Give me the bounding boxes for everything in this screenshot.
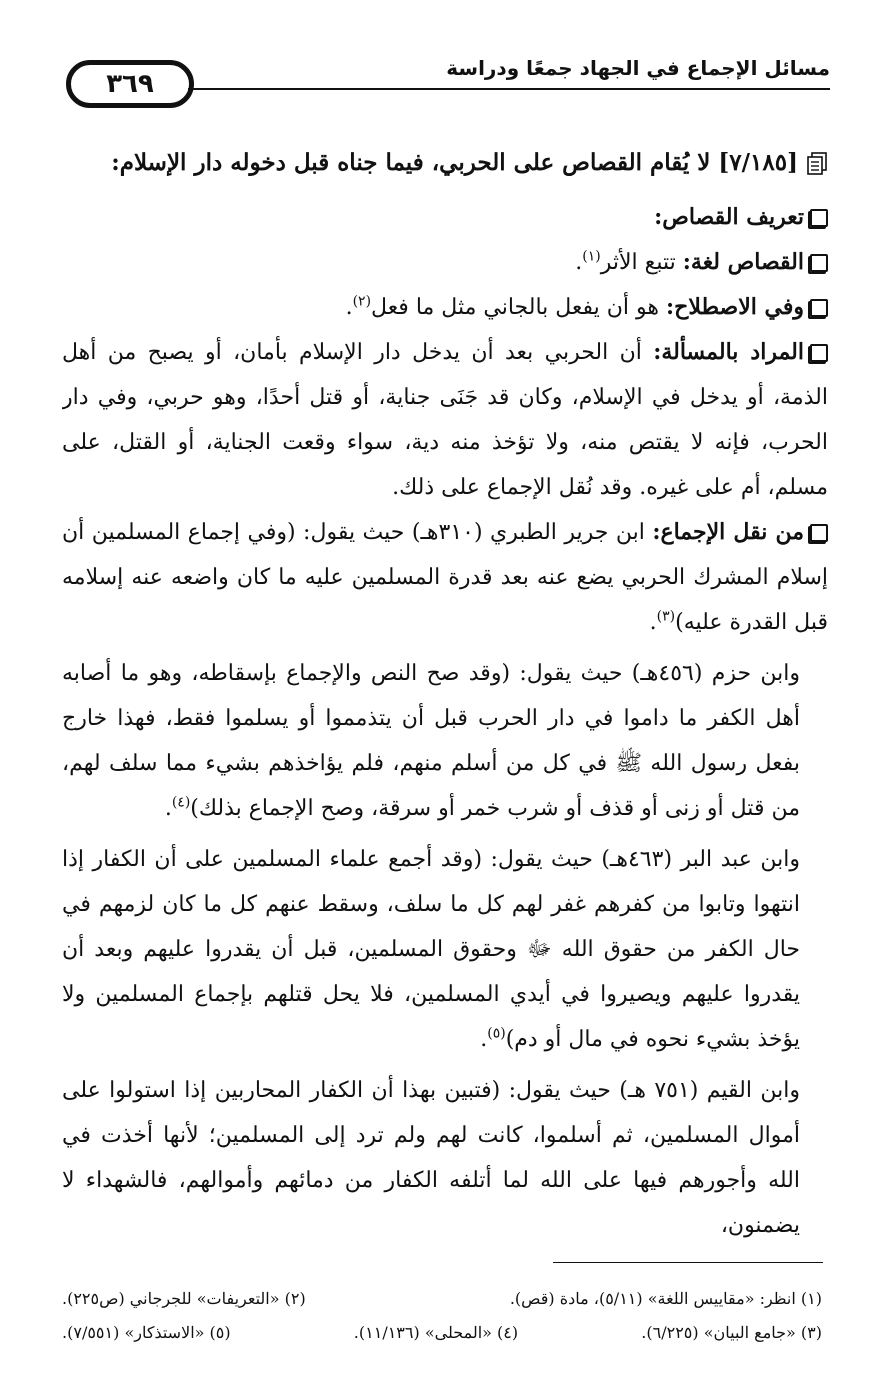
paragraph-text: أن الحربي بعد أن يدخل دار الإسلام بأمان، أو يصبح من أهل الذمة، أو يدخل في الإسلام، وكان قد جَنَى جناية، أو قتل أحدًا، وهو حربي، وفي دار الحرب، فإنه لا يقتص منه، ولا تؤخذ منه دية، سواء وقعت الجناية، أو القتل، على مسلم، أم على غيره. وقد نُقل الإجماع على ذلك. [62, 340, 828, 500]
issue-heading [62, 140, 828, 185]
square-bullet-icon [810, 344, 828, 362]
footnote-5: (٥) «الاستذكار» (٧/٥٥١). [62, 1323, 231, 1342]
footnote-3: (٣) «جامع البيان» (٦/٢٢٥). [641, 1323, 822, 1342]
heading-text: [٧/١٨٥] لا يُقام القصاص على الحربي، فيما جناه قبل دخوله دار الإسلام: [111, 149, 798, 176]
technical-definition [62, 285, 828, 330]
square-bullet-icon [810, 299, 828, 317]
document-icon [806, 152, 828, 176]
paragraph-text: هو أن يفعل بالجاني مثل ما فعل [371, 295, 667, 320]
header-rule [188, 88, 830, 90]
square-bullet-icon [810, 209, 828, 227]
footnote-2: (٢) «التعريفات» للجرجاني (ص٢٢٥). [62, 1289, 306, 1308]
definition-title [62, 195, 828, 240]
paragraph-text: ابن جرير الطبري (٣١٠هـ) حيث يقول: (وفي إجماع المسلمين أن إسلام المشرك الحربي يضع عنه بعد قدرة المسلمين عليه ما كان واضعه عنه إسلامه قبل القدرة عليه) [62, 520, 828, 635]
footnote-ref: (١) [582, 248, 601, 265]
lead-text: وفي الاصطلاح: [666, 294, 804, 320]
footnote-row [62, 1282, 822, 1316]
paragraph-tail: . [575, 250, 583, 275]
running-header [60, 52, 830, 116]
quote-ibn-abd-al-barr [62, 837, 828, 1062]
quote-ibn-hazm [62, 651, 828, 831]
issue-meaning [62, 330, 828, 510]
lead-text: تعريف القصاص: [654, 204, 804, 230]
footnote-1: (١) انظر: «مقاييس اللغة» (٥/١١)، مادة (قص). [509, 1289, 822, 1308]
paragraph-text: وابن حزم (٤٥٦هـ) حيث يقول: (وقد صح النص والإجماع بإسقاطه، وهو ما أصابه أهل الكفر ما داموا في دار الحرب قبل أن يتذمموا أو يسلموا فقط، فهذا خارج بفعل رسول الله ﷺ في كل من أسلم منهم، فلم يؤاخذهم بشيء مما سلف لهم، من قتل أو زنى أو قذف أو شرب خمر أو سرقة، وصح الإجماع بذلك) [62, 661, 800, 821]
page-body [62, 140, 828, 1250]
paragraph-tail: . [164, 796, 172, 821]
lead-text: من نقل الإجماع: [652, 519, 804, 545]
footnote-ref: (٥) [487, 1025, 506, 1042]
paragraph-text: تتبع الأثر [600, 250, 683, 275]
footnote-ref: (٣) [656, 608, 676, 625]
linguistic-definition [62, 240, 828, 285]
paragraph-tail: . [480, 1027, 488, 1052]
square-bullet-icon [810, 524, 828, 542]
paragraph-text: وابن القيم (٧٥١ هـ) حيث يقول: (فتبين بهذا أن الكفار المحاربين إذا استولوا على أموال المسلمين، ثم أسلموا، كانت لهم ولم ترد إلى المسلمين؛ لأنها أخذت في الله وأجورهم فيها على الله لما أتلفه الكفار من دمائهم وأموالهم، فالشهداء لا يضمنون، [62, 1078, 800, 1238]
quote-ibn-al-qayyim [62, 1068, 828, 1248]
footnote-ref: (٢) [352, 293, 372, 310]
page-number: ٣٦٩ [66, 60, 194, 108]
paragraph-text: وابن عبد البر (٤٦٣هـ) حيث يقول: (وقد أجمع علماء المسلمين على أن الكفار إذا انتهوا وتابوا من كفرهم غفر لهم كل ما سلف، وسقط عنهم كل ما كان لزمهم في حال الكفر من حقوق الله ﷻ وحقوق المسلمين، قبل أن يقدروا عليهم وبعد أن يقدروا عليهم ويصيروا في أيدي المسلمين، فلا يحل قتلهم بإجماع المسلمين ولا يؤخذ بشيء نحوه في مال أو دم) [62, 847, 801, 1052]
footnote-4: (٤) «المحلى» (١١/١٣٦). [353, 1323, 519, 1342]
paragraph-tail: . [345, 295, 353, 320]
footnotes [62, 1282, 822, 1350]
paragraph-tail: . [649, 610, 657, 635]
square-bullet-icon [810, 254, 828, 272]
footnote-rule [553, 1262, 823, 1263]
lead-text: القصاص لغة: [682, 249, 804, 275]
running-title: مسائل الإجماع في الجهاد جمعًا ودراسة [446, 56, 830, 80]
consensus-transmitters [62, 510, 828, 645]
footnote-ref: (٤) [171, 794, 191, 811]
footnote-row [62, 1316, 822, 1350]
lead-text: المراد بالمسألة: [653, 339, 804, 365]
